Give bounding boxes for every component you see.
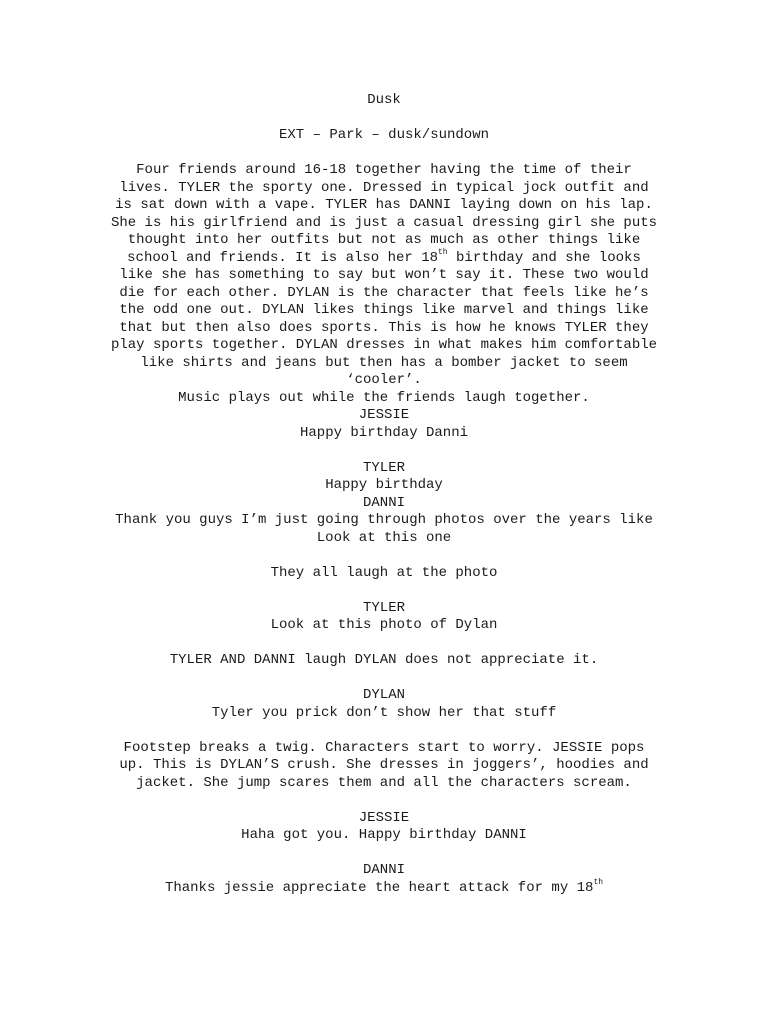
character-name: DYLAN: [362, 687, 405, 703]
action-line: Music plays out while the friends laugh together.: [178, 389, 590, 406]
dialogue-line: Happy birthday Danni: [299, 424, 469, 441]
character-name: DANNI: [362, 862, 405, 878]
action-line: ‘cooler’.: [346, 372, 422, 388]
character-name: JESSIE: [358, 407, 410, 423]
screenplay-text: [86, 92, 682, 897]
action-line: that but then also does sports. This is how he knows TYLER they: [119, 319, 649, 336]
action-line: Footstep breaks a twig. Characters start to worry. JESSIE pops: [123, 739, 645, 756]
dialogue-line: Haha got you. Happy birthday DANNI: [241, 827, 527, 843]
dialogue-line: Thanks jessie appreciate the heart attack for my 18th: [164, 877, 604, 896]
action-line: like shirts and jeans but then has a bomber jacket to seem: [140, 354, 628, 371]
action-line: jacket. She jump scares them and all the characters scream.: [136, 774, 632, 791]
character-name: TYLER: [362, 459, 405, 476]
action-line: school and friends. It is also her 18th birthday and she looks: [127, 247, 641, 266]
character-name: DANNI: [362, 494, 405, 511]
action-line: lives. TYLER the sporty one. Dressed in typical jock outfit and: [119, 179, 649, 196]
action-line: die for each other. DYLAN is the character that feels like he’s: [119, 284, 649, 301]
action-line: TYLER AND DANNI laugh DYLAN does not appreciate it.: [169, 652, 599, 668]
script-title: Dusk: [367, 92, 401, 108]
ordinal-suffix: th: [593, 877, 604, 887]
action-line: up. This is DYLAN’S crush. She dresses in joggers’, hoodies and: [119, 757, 649, 773]
character-name: TYLER: [362, 599, 405, 616]
action-line: She is his girlfriend and is just a casual dressing girl she puts: [110, 214, 658, 231]
dialogue-line: Tyler you prick don’t show her that stuff: [211, 704, 557, 721]
character-name: JESSIE: [358, 809, 410, 826]
dialogue-line: Look at this one: [316, 529, 452, 546]
action-line: play sports together. DYLAN dresses in what makes him comfortable: [110, 337, 658, 353]
ordinal-suffix: th: [438, 247, 448, 257]
action-line: thought into her outfits but not as much as other things like: [127, 232, 641, 248]
slugline: EXT – Park – dusk/sundown: [278, 127, 490, 143]
action-line: They all laugh at the photo: [270, 564, 498, 581]
dialogue-line: Happy birthday: [325, 477, 443, 493]
action-line: is sat down with a vape. TYLER has DANNI laying down on his lap.: [115, 197, 653, 213]
dialogue-line: Thank you guys I’m just going through photos over the years like: [115, 512, 653, 528]
dialogue-line: Look at this photo of Dylan: [270, 617, 498, 633]
action-line: Four friends around 16-18 together having the time of their: [136, 162, 632, 178]
action-line: the odd one out. DYLAN likes things like marvel and things like: [119, 302, 649, 318]
action-line: like she has something to say but won’t say it. These two would: [119, 267, 649, 283]
